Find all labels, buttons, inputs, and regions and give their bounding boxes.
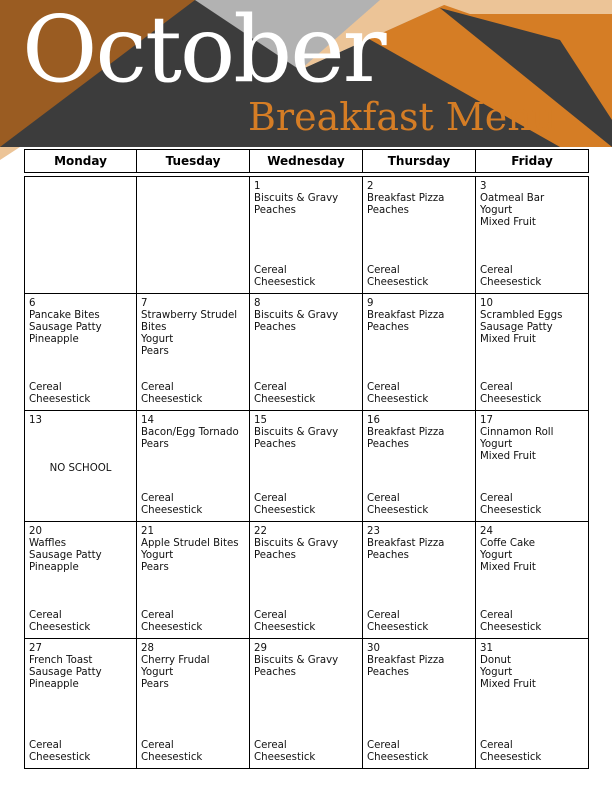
menu-item: Peaches: [367, 439, 409, 450]
menu-item: Peaches: [367, 667, 409, 678]
menu-item: Breakfast Pizza: [367, 538, 445, 549]
side-item: Cheesestick: [254, 505, 316, 516]
menu-item: Breakfast Pizza: [367, 310, 445, 321]
side-item: Cereal: [367, 610, 400, 621]
menu-item: Pineapple: [29, 562, 79, 573]
day-number: 30: [367, 643, 380, 654]
day-cell: [137, 411, 250, 522]
week-row: [25, 522, 589, 639]
header-banner: [0, 0, 612, 160]
menu-item: Coffe Cake: [480, 538, 536, 549]
menu-item: Mixed Fruit: [480, 562, 536, 573]
day-number: 9: [367, 298, 374, 309]
no-school-note: NO SCHOOL: [49, 463, 112, 474]
weekday-header-friday: Friday: [476, 150, 589, 173]
menu-item: Biscuits & Gravy: [254, 655, 339, 666]
side-item: Cereal: [254, 382, 287, 393]
side-item: Cheesestick: [480, 622, 542, 633]
menu-item: Breakfast Pizza: [367, 655, 445, 666]
side-item: Cheesestick: [367, 622, 429, 633]
day-number: 14: [141, 415, 154, 426]
menu-item: Biscuits & Gravy: [254, 427, 339, 438]
menu-item: Waffles: [29, 538, 67, 549]
day-number: 8: [254, 298, 261, 309]
menu-item: Sausage Patty: [480, 322, 553, 333]
menu-item: Bacon/Egg Tornado: [141, 427, 239, 438]
day-cell: [476, 522, 589, 639]
day-cell: [363, 522, 476, 639]
menu-item: Bites: [141, 322, 167, 333]
menu-item: Cinnamon Roll: [480, 427, 554, 438]
side-item: Cereal: [254, 265, 287, 276]
menu-item: Pears: [141, 679, 169, 690]
day-number: 3: [480, 181, 487, 192]
week-row: [25, 411, 589, 522]
weekday-header-row: [25, 150, 589, 173]
weekday-header-thursday: Thursday: [363, 150, 476, 173]
side-item: Cereal: [254, 493, 287, 504]
menu-item: Yogurt: [480, 439, 513, 450]
side-item: Cereal: [480, 382, 513, 393]
page-subtitle: Breakfast Menu: [248, 95, 557, 139]
day-cell: [137, 177, 250, 294]
day-cell: [25, 639, 137, 769]
week-row: [25, 177, 589, 294]
page-title: October: [22, 0, 385, 103]
day-number: 15: [254, 415, 267, 426]
day-cell: [25, 411, 137, 522]
side-item: Cereal: [480, 740, 513, 751]
menu-item: Peaches: [254, 205, 296, 216]
day-cell: [476, 411, 589, 522]
day-number: 20: [29, 526, 42, 537]
day-cell: [137, 639, 250, 769]
side-item: Cheesestick: [141, 394, 203, 405]
day-cell: [363, 411, 476, 522]
menu-item: Pineapple: [29, 334, 79, 345]
day-number: 27: [29, 643, 42, 654]
side-item: Cheesestick: [29, 752, 91, 763]
day-number: 24: [480, 526, 493, 537]
day-cell: [137, 522, 250, 639]
menu-item: Peaches: [367, 205, 409, 216]
menu-item: Peaches: [367, 322, 409, 333]
side-item: Cheesestick: [254, 394, 316, 405]
day-cell: [250, 411, 363, 522]
day-number: 13: [29, 415, 42, 426]
side-item: Cereal: [480, 493, 513, 504]
weekday-header-monday: Monday: [25, 150, 137, 173]
menu-item: Biscuits & Gravy: [254, 310, 339, 321]
menu-item: Breakfast Pizza: [367, 193, 445, 204]
menu-item: Mixed Fruit: [480, 217, 536, 228]
menu-item: Yogurt: [480, 205, 513, 216]
side-item: Cereal: [141, 493, 174, 504]
menu-item: Yogurt: [141, 334, 174, 345]
menu-item: Peaches: [254, 322, 296, 333]
day-number: 22: [254, 526, 267, 537]
weekday-header-tuesday: Tuesday: [137, 150, 250, 173]
menu-item: Mixed Fruit: [480, 679, 536, 690]
menu-item: Yogurt: [141, 667, 174, 678]
side-item: Cheesestick: [480, 505, 542, 516]
day-cell: [476, 177, 589, 294]
menu-item: Sausage Patty: [29, 550, 102, 561]
side-item: Cheesestick: [367, 505, 429, 516]
side-item: Cheesestick: [367, 752, 429, 763]
side-item: Cheesestick: [141, 622, 203, 633]
menu-item: Sausage Patty: [29, 322, 102, 333]
menu-item: Peaches: [254, 550, 296, 561]
side-item: Cheesestick: [480, 277, 542, 288]
day-cell: [250, 294, 363, 411]
day-cell: [25, 177, 137, 294]
day-number: 29: [254, 643, 267, 654]
side-item: Cereal: [29, 382, 62, 393]
menu-calendar: [24, 149, 589, 769]
menu-item: Pears: [141, 562, 169, 573]
menu-item: Peaches: [254, 667, 296, 678]
menu-item: Biscuits & Gravy: [254, 538, 339, 549]
side-item: Cereal: [29, 610, 62, 621]
menu-item: Biscuits & Gravy: [254, 193, 339, 204]
menu-item: Scrambled Eggs: [480, 310, 563, 321]
menu-item: Mixed Fruit: [480, 451, 536, 462]
menu-item: Sausage Patty: [29, 667, 102, 678]
day-number: 23: [367, 526, 380, 537]
side-item: Cereal: [367, 740, 400, 751]
menu-item: Peaches: [367, 550, 409, 561]
day-cell: [476, 639, 589, 769]
week-row: [25, 294, 589, 411]
week-row: [25, 639, 589, 769]
day-number: 2: [367, 181, 374, 192]
day-number: 7: [141, 298, 148, 309]
day-cell: [25, 294, 137, 411]
menu-item: Pineapple: [29, 679, 79, 690]
side-item: Cheesestick: [254, 752, 316, 763]
side-item: Cheesestick: [141, 505, 203, 516]
menu-item: Peaches: [254, 439, 296, 450]
day-cell: [363, 294, 476, 411]
side-item: Cheesestick: [367, 277, 429, 288]
day-number: 21: [141, 526, 154, 537]
day-number: 6: [29, 298, 36, 309]
side-item: Cheesestick: [254, 622, 316, 633]
day-number: 1: [254, 181, 261, 192]
menu-item: Yogurt: [480, 550, 513, 561]
side-item: Cheesestick: [29, 622, 91, 633]
side-item: Cereal: [367, 265, 400, 276]
side-item: Cereal: [29, 740, 62, 751]
menu-item: Mixed Fruit: [480, 334, 536, 345]
day-cell: [363, 177, 476, 294]
side-item: Cereal: [141, 382, 174, 393]
menu-item: Cherry Frudal: [141, 655, 210, 666]
day-cell: [250, 177, 363, 294]
day-cell: [25, 522, 137, 639]
day-cell: [137, 294, 250, 411]
side-item: Cereal: [480, 610, 513, 621]
side-item: Cereal: [141, 740, 174, 751]
side-item: Cereal: [480, 265, 513, 276]
day-number: 10: [480, 298, 493, 309]
menu-item: Pears: [141, 439, 169, 450]
menu-item: Pancake Bites: [29, 310, 100, 321]
menu-item: Apple Strudel Bites: [141, 538, 239, 549]
weekday-header-wednesday: Wednesday: [250, 150, 363, 173]
side-item: Cheesestick: [367, 394, 429, 405]
day-cell: [250, 639, 363, 769]
side-item: Cereal: [367, 493, 400, 504]
day-cell: [250, 522, 363, 639]
menu-item: Donut: [480, 655, 511, 666]
side-item: Cheesestick: [141, 752, 203, 763]
menu-item: Breakfast Pizza: [367, 427, 445, 438]
day-number: 16: [367, 415, 380, 426]
menu-item: Strawberry Strudel: [141, 310, 238, 321]
day-number: 31: [480, 643, 493, 654]
side-item: Cereal: [254, 610, 287, 621]
side-item: Cheesestick: [480, 394, 542, 405]
menu-item: Oatmeal Bar: [480, 193, 545, 204]
day-cell: [476, 294, 589, 411]
side-item: Cheesestick: [480, 752, 542, 763]
side-item: Cheesestick: [29, 394, 91, 405]
menu-item: Pears: [141, 346, 169, 357]
day-number: 17: [480, 415, 493, 426]
side-item: Cereal: [254, 740, 287, 751]
day-number: 28: [141, 643, 154, 654]
day-cell: [363, 639, 476, 769]
menu-item: Yogurt: [141, 550, 174, 561]
side-item: Cereal: [367, 382, 400, 393]
menu-item: French Toast: [29, 655, 93, 666]
side-item: Cheesestick: [254, 277, 316, 288]
side-item: Cereal: [141, 610, 174, 621]
menu-item: Yogurt: [480, 667, 513, 678]
